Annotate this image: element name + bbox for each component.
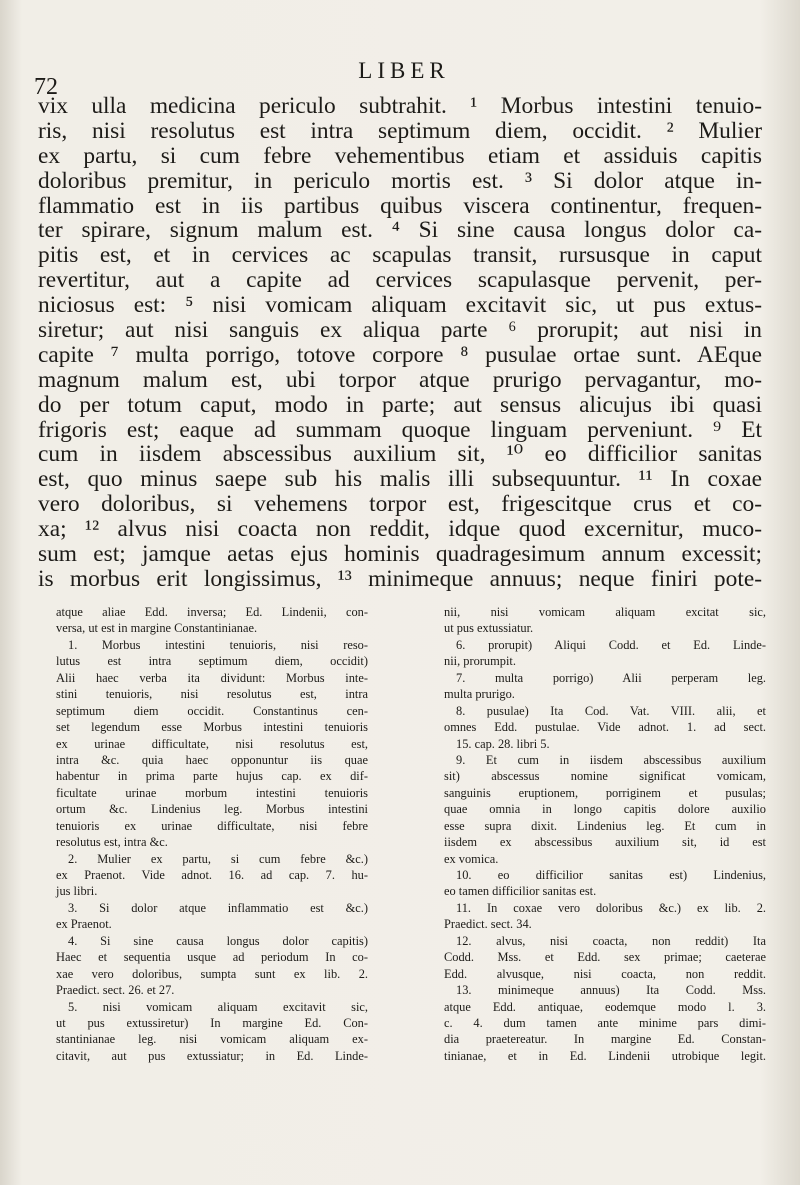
footnote-line: ex Praenot. — [56, 917, 112, 932]
main-text-line: ex partu, si cum febre vehementibus etiam et assiduis capitis — [38, 142, 762, 169]
footnote-line: nii, nisi vomicam aliquam excitat sic, — [444, 605, 766, 619]
footnote-line: stini tenuioris, nisi resolutus est, intra — [56, 687, 368, 702]
footnote-line: sanguinis eruptionem, porriginem et pusulas; — [444, 785, 766, 800]
main-text-line: is morbus erit longissimus, ¹³ minimeque annuus; neque finiri pote- — [38, 565, 762, 592]
footnote-line: Edd. alvusque, nisi coacta, non reddit. — [444, 966, 766, 981]
footnote-line: iisdem ex abscessibus auxilium sit, id est — [444, 835, 766, 850]
footnotes-right-column — [444, 604, 766, 1064]
main-text-line: siretur; aut nisi sanguis ex aliqua parte ⁶ prorupit; aut nisi in — [38, 317, 762, 344]
footnote-line: multa prurigo. — [444, 687, 515, 702]
footnote-line: sit) abscessus nomine significat vomicam, — [444, 769, 766, 784]
footnote-line: ex Praenot. Vide adnot. 16. ad cap. 7. hu- — [56, 868, 368, 882]
main-text-line: niciosus est: ⁵ nisi vomicam aliquam excitavit sic, ut pus extus- — [38, 292, 762, 319]
main-text-line: vix ulla medicina periculo subtrahit. ¹ Morbus intestini tenuio- — [38, 93, 762, 119]
main-text-line: revertitur, aut a capite ad cervices scapulasque pervenit, per- — [38, 267, 762, 294]
footnote-line: 8. pusulae) Ita Cod. Vat. VIII. alii, et — [456, 703, 766, 718]
main-text-line: cum in iisdem abscessibus auxilium sit, ¹⁰ eo difficilior sanitas — [38, 441, 762, 468]
footnote-line: ex urinae difficultate, nisi resolutus est, — [56, 736, 368, 751]
footnote-line: ortum &c. Lindenius leg. Morbus intestini — [56, 802, 368, 817]
footnote-line: ut pus extussiatur. — [444, 621, 534, 636]
footnote-line: 1. Morbus intestini tenuioris, nisi reso- — [68, 637, 368, 652]
footnote-line: esse supra dixit. Lindenius leg. Et cum in — [444, 818, 766, 833]
footnote-line: Praedict. sect. 34. — [444, 917, 532, 932]
footnote-line: omnes Edd. pustulae. Vide adnot. 1. ad sect. — [444, 720, 766, 735]
footnote-line: tinianae, et in Ed. Lindenii utrobique legit. — [444, 1048, 766, 1063]
footnote-line: set legendum esse Morbus intestini tenuioris — [56, 720, 368, 735]
footnote-line: nii, prorumpit. — [444, 654, 516, 669]
footnote-line: atque Edd. antiquae, eodemque modo l. 3. — [444, 999, 766, 1014]
footnote-line: 11. In coxae vero doloribus &c.) ex lib. 2. — [456, 900, 766, 915]
footnote-line: 7. multa porrigo) Alii perperam leg. — [456, 670, 766, 685]
main-text-line: flammatio est in iis partibus quibus viscera continentur, frequen- — [38, 192, 762, 219]
main-text-line: ris, nisi resolutus est intra septimum diem, occidit. ² Mulier — [38, 117, 762, 144]
footnotes-left-column — [56, 604, 368, 1064]
footnote-line: Alii haec verba ita dividunt: Morbus inte- — [56, 670, 368, 685]
footnotes — [56, 604, 766, 1064]
main-text-line: ter spirare, signum malum est. ⁴ Si sine causa longus dolor ca- — [38, 217, 762, 244]
footnote-line: 4. Si sine causa longus dolor capitis) — [68, 933, 368, 948]
footnote-line: ex vomica. — [444, 851, 499, 866]
footnote-line: 3. Si dolor atque inflammatio est &c.) — [68, 900, 368, 915]
footnote-line: tenuioris ex urinae difficultate, nisi febre — [56, 818, 368, 833]
footnote-line: habentur in prima parte hujus cap. ex dif- — [56, 769, 368, 784]
footnote-line: ficultate urinae morbum intestini tenuioris — [56, 785, 368, 800]
footnote-line: jus libri. — [56, 884, 98, 899]
page-header — [34, 58, 774, 100]
footnote-line: citavit, aut pus extussiatur; in Ed. Linde- — [56, 1048, 368, 1063]
page-number: 72 — [34, 74, 58, 100]
main-text-line: frigoris est; eaque ad summam quoque linguam perveniunt. ⁹ Et — [38, 416, 762, 443]
footnote-line: c. 4. dum tamen ante minime pars dimi- — [444, 1015, 766, 1030]
footnote-line: quae omnia in longo capitis dolore auxilio — [444, 802, 766, 817]
main-text-line: est, quo minus saepe sub his malis illi subsequuntur. ¹¹ In coxae — [38, 466, 762, 493]
footnote-line: atque aliae Edd. inversa; Ed. Lindenii, con- — [56, 605, 368, 619]
footnote-line: xae vero doloribus, sumpta sunt ex lib. 2. — [56, 966, 368, 981]
footnote-line: 5. nisi vomicam aliquam excitavit sic, — [68, 999, 368, 1014]
footnote-line: 15. cap. 28. libri 5. — [456, 736, 550, 751]
footnote-line: lutus est intra septimum diem, occidit) — [56, 654, 368, 669]
footnote-line: 10. eo difficilior sanitas est) Lindenius, — [456, 868, 766, 882]
main-text-line: pitis est, et in cervices ac scapulas transit, rursusque in caput — [38, 242, 762, 269]
footnote-line: resolutus est, intra &c. — [56, 835, 168, 850]
main-text-line: doloribus premitur, in periculo mortis est. ³ Si dolor atque in- — [38, 167, 762, 194]
footnote-line: Codd. Mss. et Edd. sex primae; caeterae — [444, 950, 766, 965]
footnote-line: 12. alvus, nisi coacta, non reddit) Ita — [456, 933, 766, 948]
main-text-line: magnum malum est, ubi torpor atque prurigo pervagantur, mo- — [38, 366, 762, 393]
main-text-line: sum est; jamque aetas ejus hominis quadragesimum annum excessit; — [38, 541, 762, 568]
main-text-block — [38, 94, 762, 592]
main-text-line: capite ⁷ multa porrigo, totove corpore ⁸ pusulae ortae sunt. AEque — [38, 341, 762, 368]
footnote-line: septimum diem occidit. Constantinus cen- — [56, 703, 368, 718]
footnote-line: eo tamen difficilior sanitas est. — [444, 884, 597, 899]
footnote-line: 2. Mulier ex partu, si cum febre &c.) — [68, 851, 368, 866]
running-head: LIBER — [358, 58, 450, 83]
footnote-line: ut pus extussiretur) In margine Ed. Con- — [56, 1015, 368, 1030]
main-text-line: do per totum caput, modo in parte; aut sensus alicujus ibi quasi — [38, 391, 762, 418]
footnote-line: versa, ut est in margine Constantinianae. — [56, 621, 258, 636]
footnote-line: 13. minimeque annuus) Ita Codd. Mss. — [456, 983, 766, 998]
footnote-line: 9. Et cum in iisdem abscessibus auxilium — [456, 752, 766, 767]
footnote-line: Haec et sequentia usque ad periodum In co- — [56, 950, 368, 965]
footnote-line: stantinianae leg. nisi vomicam aliquam ex- — [56, 1032, 368, 1047]
main-text-line: xa; ¹² alvus nisi coacta non reddit, idque quod excernitur, muco- — [38, 516, 762, 543]
footnote-line: dia praetereatur. In margine Ed. Constan- — [444, 1032, 766, 1047]
footnote-line: 6. prorupit) Aliqui Codd. et Ed. Linde- — [456, 637, 766, 652]
footnote-line: intra &c. quia haec opponuntur iis quae — [56, 752, 368, 767]
main-text-line: vero doloribus, si vehemens torpor est, frigescitque crus et co- — [38, 491, 762, 518]
footnote-line: Praedict. sect. 26. et 27. — [56, 983, 175, 998]
